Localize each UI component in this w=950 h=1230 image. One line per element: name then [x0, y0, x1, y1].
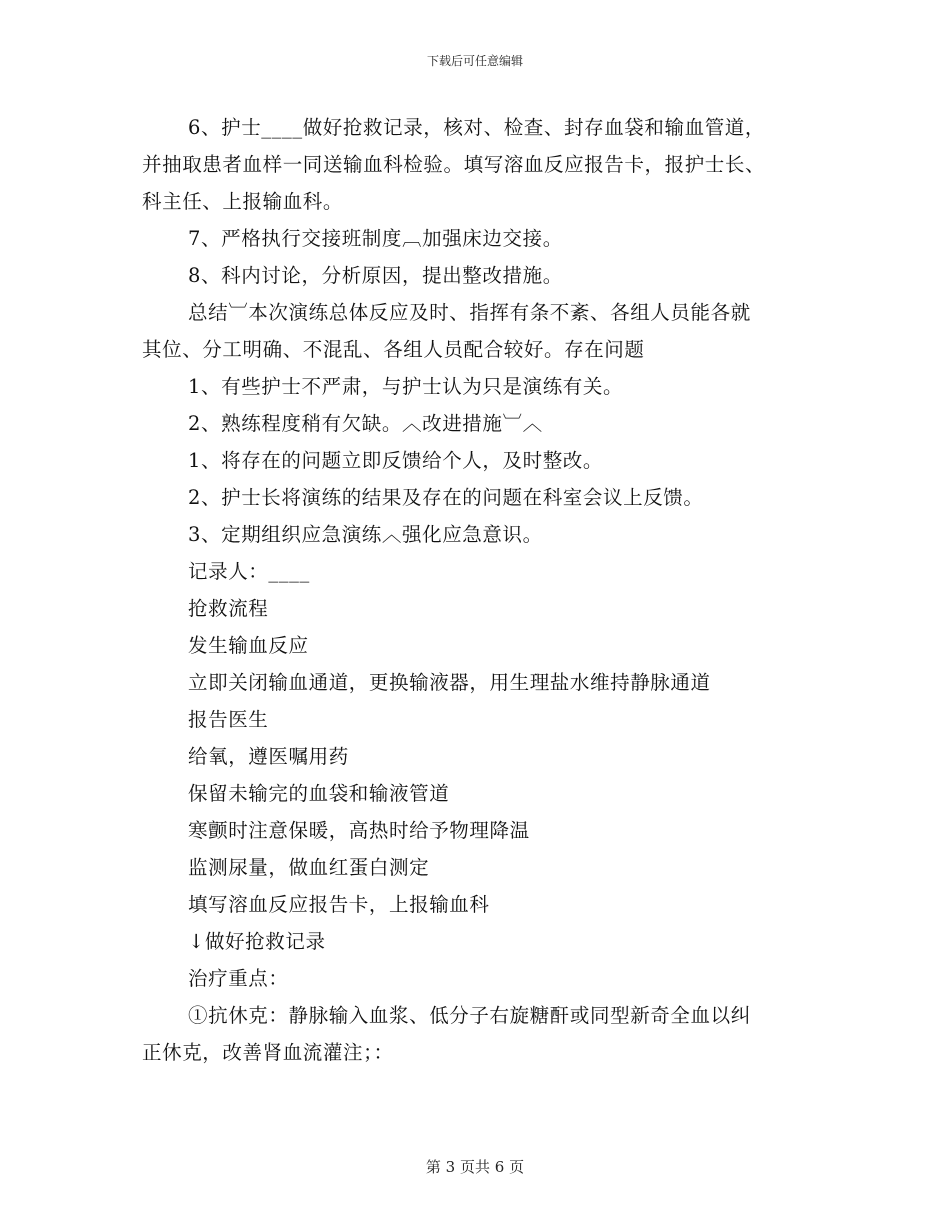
text-line: 1、将存在的问题立即反馈给个人，及时整改。	[188, 449, 604, 472]
text-line: 其位、分工明确、不混乱、各组人员配合较好。存在问题	[142, 338, 645, 361]
text-line: 记录人：____	[188, 560, 310, 583]
text-line: 2、护士长将演练的结果及存在的问题在科室会议上反馈。	[188, 486, 704, 509]
text-line: 立即关闭输血通道，更换输液器，用生理盐水维持静脉通道	[188, 671, 711, 694]
text-line: 6、护士____做好抢救记录，核对、检查、封存血袋和输血管道，	[188, 116, 766, 139]
text-line: ①抗休克：静脉输入血浆、低分子右旋糖酐或同型新奇全血以纠	[188, 1004, 751, 1027]
text-line: 2、熟练程度稍有欠缺。︿改进措施︺︿	[188, 412, 543, 435]
text-line: 7、严格执行交接班制度︹加强床边交接。	[188, 227, 563, 250]
text-line: 科主任、上报输血科。	[142, 190, 344, 213]
page-footer: 第 3 页共 6 页	[425, 1158, 525, 1176]
document-body	[142, 109, 812, 1071]
page-header: 下载后可任意编辑	[426, 54, 523, 68]
text-line: 发生输血反应	[188, 634, 309, 657]
text-line: ↓做好抢救记录	[188, 930, 326, 953]
text-line: 正休克，改善肾血流灌注；：	[142, 1041, 394, 1064]
text-line: 寒颤时注意保暖，高热时给予物理降温	[188, 819, 530, 842]
text-line: 1、有些护士不严肃，与护士认为只是演练有关。	[188, 375, 624, 398]
text-line: 给氧，遵医嘱用药	[188, 745, 349, 768]
text-line: 总结︺本次演练总体反应及时、指挥有条不紊、各组人员能各就	[188, 301, 751, 324]
text-line: 保留未输完的血袋和输液管道	[188, 782, 450, 805]
text-line: 报告医生	[188, 708, 269, 731]
text-line: 并抽取患者血样一同送输血科检验。填写溶血反应报告卡，报护士长、	[142, 153, 766, 176]
text-line: 填写溶血反应报告卡，上报输血科	[188, 893, 490, 916]
text-line: 治疗重点：	[188, 967, 289, 990]
text-line: 8、科内讨论，分析原因，提出整改措施。	[188, 264, 563, 287]
text-line: 抢救流程	[188, 597, 269, 620]
text-line: 3、定期组织应急演练︿强化应急意识。	[188, 523, 543, 546]
text-line: 监测尿量，做血红蛋白测定	[188, 856, 430, 879]
